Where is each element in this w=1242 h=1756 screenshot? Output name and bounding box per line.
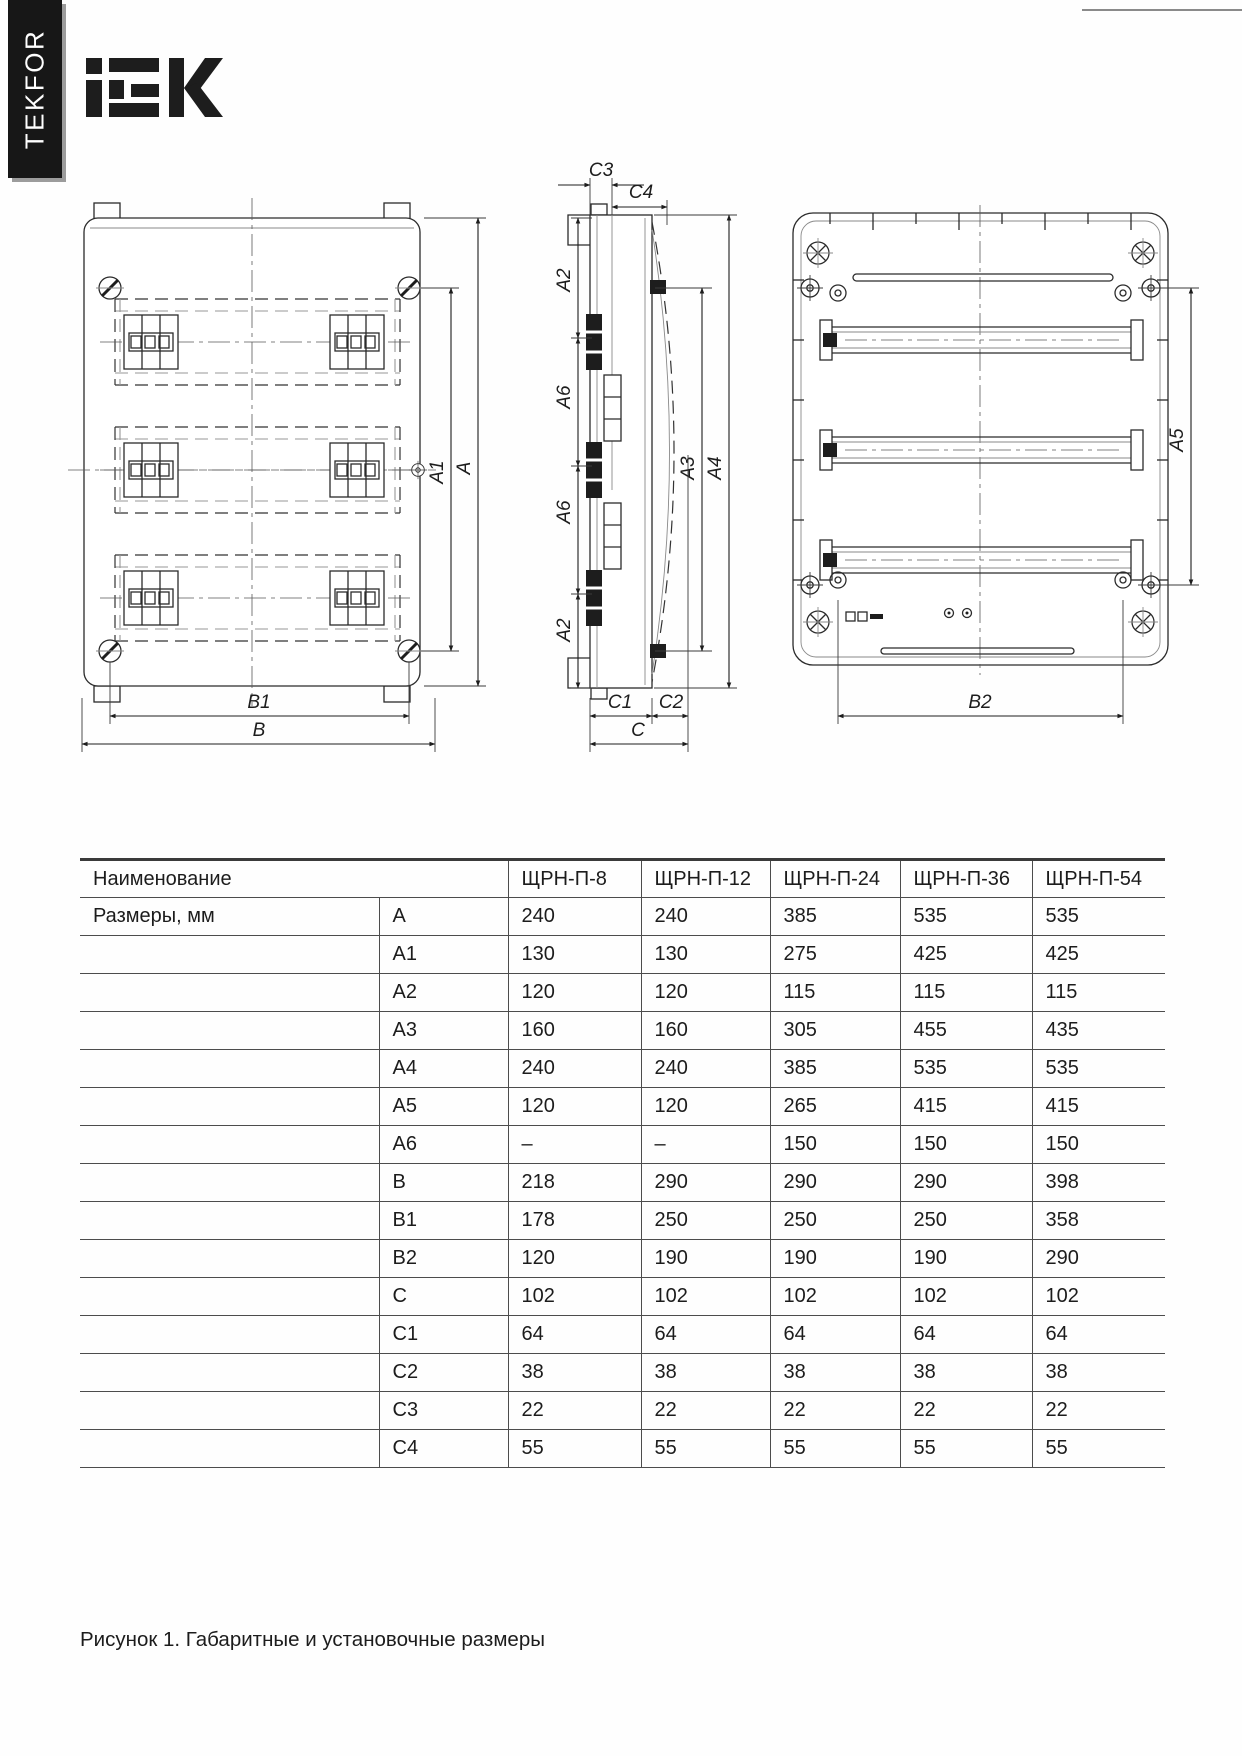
table-cell: A5 [379,1088,508,1126]
table-cell: 150 [770,1126,900,1164]
dim-label-c4: C4 [628,182,654,203]
table-cell: 385 [770,898,900,936]
table-cell: 535 [900,898,1032,936]
table-cell [80,1050,379,1088]
table-cell: 38 [508,1354,641,1392]
table-header-row [80,860,1165,898]
table-cell: 398 [1032,1164,1165,1202]
table-row [80,1164,1165,1202]
table-cell: 265 [770,1088,900,1126]
table-cell: 358 [1032,1202,1165,1240]
table-cell: A3 [379,1012,508,1050]
table-cell: 22 [641,1392,770,1430]
table-cell: 190 [641,1240,770,1278]
table-cell: 38 [1032,1354,1165,1392]
table-row [80,1202,1165,1240]
table-cell [80,1126,379,1164]
table-cell: 102 [900,1278,1032,1316]
table-cell [80,1088,379,1126]
page-corner-mark [1082,9,1242,11]
dim-label-a6-top: A6 [554,385,575,409]
table-cell: 55 [508,1430,641,1468]
table-cell: 250 [770,1202,900,1240]
table-cell: 250 [641,1202,770,1240]
table-row [80,974,1165,1012]
front-view [68,198,486,752]
table-cell: 240 [508,1050,641,1088]
iek-logo [85,55,225,125]
table-cell: 160 [508,1012,641,1050]
table-row [80,1050,1165,1088]
table-cell: B [379,1164,508,1202]
table-cell: 64 [1032,1316,1165,1354]
table-cell: 120 [508,974,641,1012]
table-cell: 120 [508,1240,641,1278]
table-cell: 150 [1032,1126,1165,1164]
table-cell: 290 [900,1164,1032,1202]
table-cell: 290 [770,1164,900,1202]
table-cell: 102 [508,1278,641,1316]
table-cell: 130 [508,936,641,974]
dimensions-table-body [80,898,1165,1468]
table-cell: 275 [770,936,900,974]
table-cell: 415 [1032,1088,1165,1126]
dim-label-a4: A4 [705,456,726,480]
dim-label-b2: B2 [968,692,992,713]
side-view [554,160,737,752]
table-cell: 22 [770,1392,900,1430]
table-row [80,1392,1165,1430]
dim-label-c3: C3 [588,160,614,181]
table-cell: 22 [900,1392,1032,1430]
table-cell: 415 [900,1088,1032,1126]
table-cell: 425 [1032,936,1165,974]
table-cell: 190 [900,1240,1032,1278]
table-cell: 102 [641,1278,770,1316]
table-cell: A1 [379,936,508,974]
table-row [80,1278,1165,1316]
table-row [80,1126,1165,1164]
table-cell: 305 [770,1012,900,1050]
table-cell: A2 [379,974,508,1012]
dim-label-a5: A5 [1167,428,1188,452]
table-cell: – [641,1126,770,1164]
table-cell: – [508,1126,641,1164]
table-cell: C4 [379,1430,508,1468]
table-cell: 64 [508,1316,641,1354]
table-cell: C2 [379,1354,508,1392]
table-cell [80,1392,379,1430]
table-cell: 240 [641,1050,770,1088]
table-cell: 435 [1032,1012,1165,1050]
table-cell [80,1012,379,1050]
table-cell [80,1278,379,1316]
table-row [80,1240,1165,1278]
table-cell: 425 [900,936,1032,974]
table-cell: 120 [641,1088,770,1126]
col-header-model-3: ЩРН-П-24 [770,860,900,898]
dim-label-c2: C2 [658,692,684,713]
table-cell: A6 [379,1126,508,1164]
table-row [80,1088,1165,1126]
table-cell: 55 [1032,1430,1165,1468]
table-cell: Размеры, мм [80,898,379,936]
table-cell: 115 [770,974,900,1012]
back-view [793,205,1199,724]
dim-label-c1: C1 [607,692,633,713]
table-cell: 115 [900,974,1032,1012]
table-cell [80,1354,379,1392]
table-cell: 535 [1032,898,1165,936]
table-cell [80,936,379,974]
table-cell: 38 [900,1354,1032,1392]
table-cell [80,1316,379,1354]
table-cell [80,1164,379,1202]
table-cell: 64 [900,1316,1032,1354]
table-cell: 455 [900,1012,1032,1050]
dim-label-a2-top: A2 [554,268,575,292]
technical-drawings [0,150,1242,775]
table-cell: A4 [379,1050,508,1088]
col-header-model-2: ЩРН-П-12 [641,860,770,898]
table-cell: 250 [900,1202,1032,1240]
table-cell: 102 [1032,1278,1165,1316]
table-cell: 385 [770,1050,900,1088]
table-cell [80,974,379,1012]
table-cell: 38 [641,1354,770,1392]
dim-label-a: A [454,461,475,475]
table-cell [80,1430,379,1468]
table-cell: 55 [641,1430,770,1468]
table-cell: 64 [641,1316,770,1354]
dim-label-c: C [631,720,645,741]
col-header-model-1: ЩРН-П-8 [508,860,641,898]
table-row [80,1316,1165,1354]
col-header-name: Наименование [80,860,508,898]
table-cell: A [379,898,508,936]
table-cell: 290 [641,1164,770,1202]
table-cell: B2 [379,1240,508,1278]
dim-label-a1: A1 [427,460,448,484]
table-cell: 190 [770,1240,900,1278]
table-cell: B1 [379,1202,508,1240]
table-row [80,1354,1165,1392]
col-header-model-5: ЩРН-П-54 [1032,860,1165,898]
table-cell: 115 [1032,974,1165,1012]
dim-label-b: B [252,720,266,741]
table-row [80,936,1165,974]
table-cell: 120 [641,974,770,1012]
table-cell: 38 [770,1354,900,1392]
table-cell: 102 [770,1278,900,1316]
dim-label-a2-bottom: A2 [554,618,575,642]
table-cell: 150 [900,1126,1032,1164]
table-row [80,1012,1165,1050]
table-cell: 240 [641,898,770,936]
table-cell: 218 [508,1164,641,1202]
table-cell: 160 [641,1012,770,1050]
table-cell: 64 [770,1316,900,1354]
table-cell [80,1240,379,1278]
tekfor-banner-label: TEKFOR [19,28,50,150]
table-cell: C1 [379,1316,508,1354]
table-cell: 535 [1032,1050,1165,1088]
table-row [80,1430,1165,1468]
table-cell: 130 [641,936,770,974]
dimensions-table [80,858,1165,1468]
table-cell: 535 [900,1050,1032,1088]
table-cell: 55 [770,1430,900,1468]
table-cell: 55 [900,1430,1032,1468]
table-row [80,898,1165,936]
table-cell: 22 [508,1392,641,1430]
table-cell: C3 [379,1392,508,1430]
col-header-model-4: ЩРН-П-36 [900,860,1032,898]
figure-caption: Рисунок 1. Габаритные и установочные размеры [80,1628,545,1651]
dim-label-a3: A3 [678,456,699,480]
dim-label-a6-bottom: A6 [554,500,575,524]
table-cell: 240 [508,898,641,936]
table-cell [80,1202,379,1240]
table-cell: 22 [1032,1392,1165,1430]
table-cell: 120 [508,1088,641,1126]
table-cell: 290 [1032,1240,1165,1278]
dim-label-b1: B1 [247,692,271,713]
table-cell: C [379,1278,508,1316]
table-cell: 178 [508,1202,641,1240]
